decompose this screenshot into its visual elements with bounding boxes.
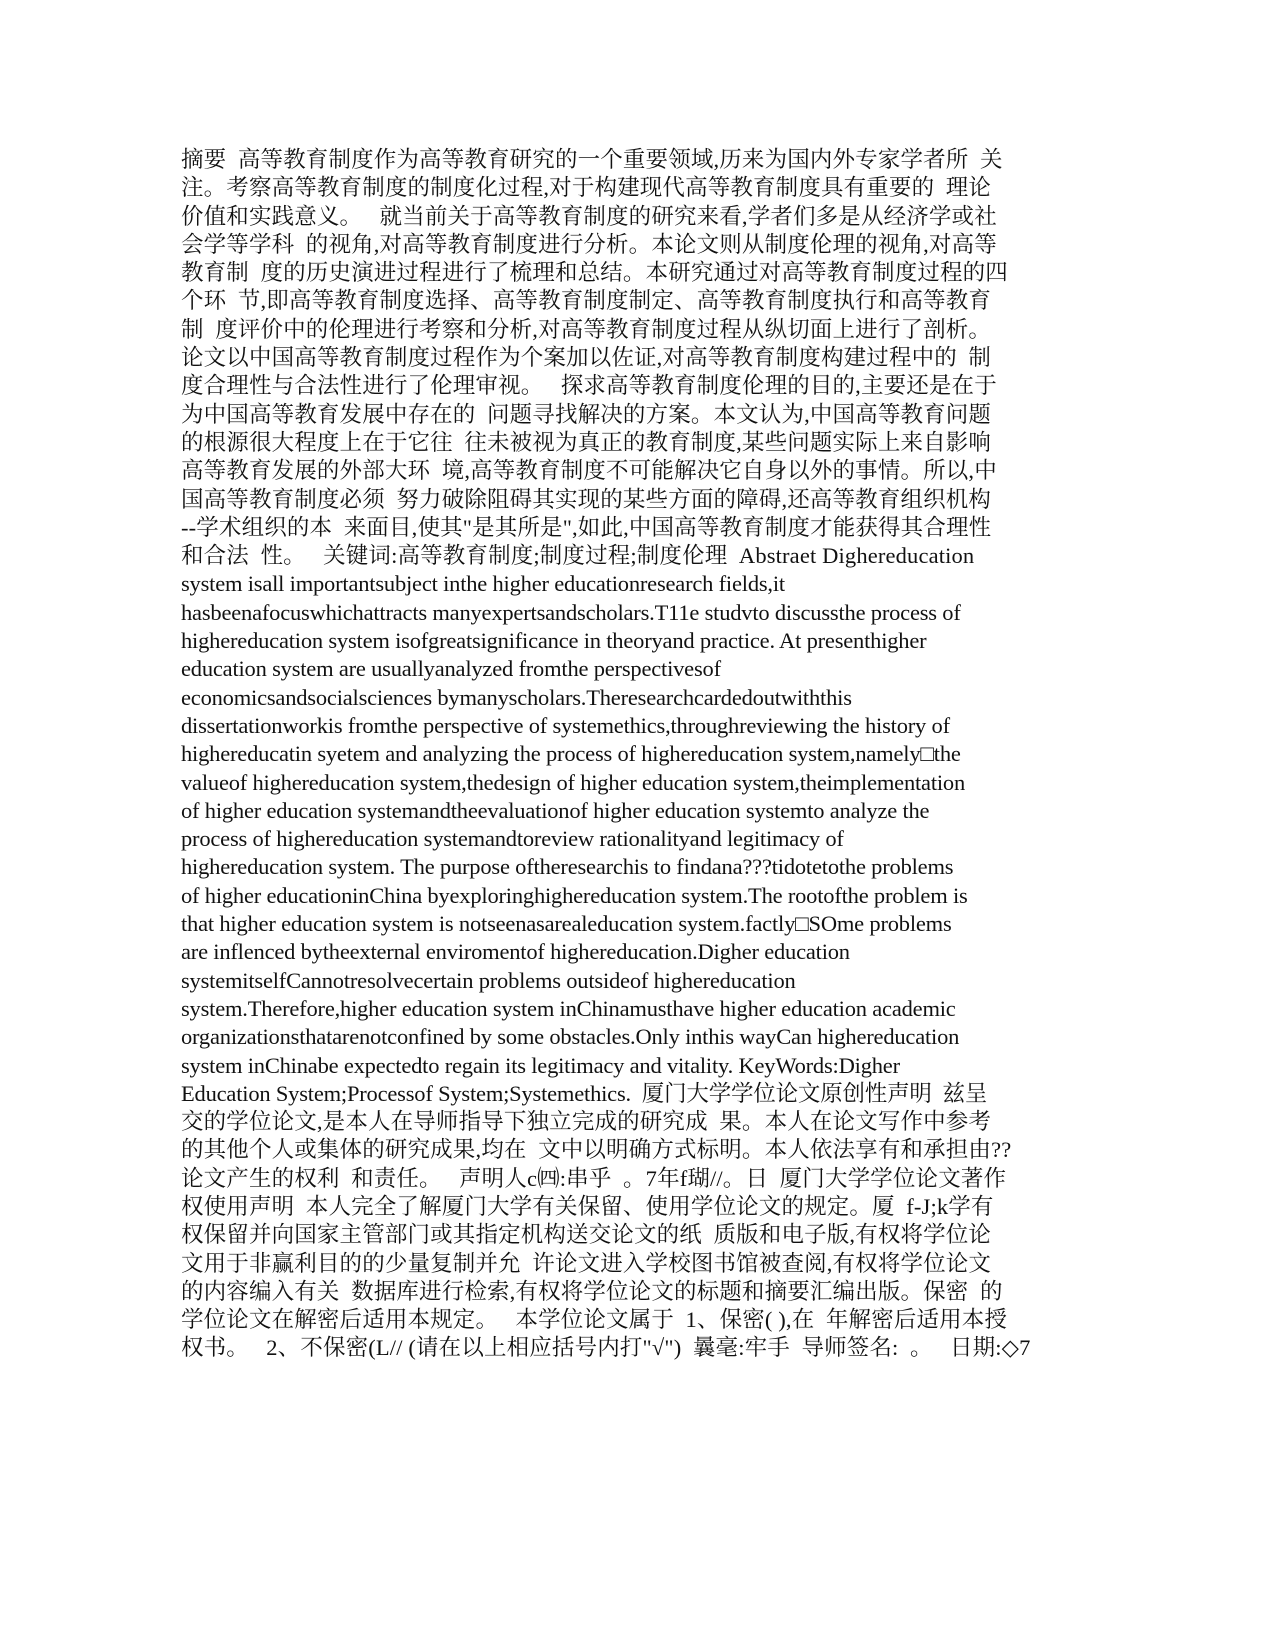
text-line: Education System;Processof System;Systemethics. 厦门大学学位论文原创性声明 兹呈 [181,1080,988,1106]
text-line: 教育制 度的历史演进过程进行了梳理和总结。本研究通过对高等教育制度过程的四 [181,260,1008,286]
text-line: 论文产生的权利 和责任。 声明人c㈣:串乎 。7年f瑚//。日 厦门大学学位论文著作 [181,1165,1007,1191]
text-line: 的其他个人或集体的研究成果,均在 文中以明确方式标明。本人依法享有和承担由?? [181,1137,1012,1163]
text-line: that higher education system is notseenasarealeducation system.factly□SOme problems [181,911,952,937]
text-line: highereducation system. The purpose oftheresearchis to findana???tidotetothe problems [181,854,954,880]
text-line: education system are usuallyanalyzed fromthe perspectivesof [181,656,721,682]
text-line: of higher education systemandtheevaluationof higher education systemto analyze the [181,797,930,823]
abstract-text-block [181,146,1081,1363]
text-line: highereducation system isofgreatsignificance in theoryand practice. At presenthigher [181,628,927,654]
text-line: 文用于非赢利目的的少量复制并允 许论文进入学校图书馆被查阅,有权将学位论文 [181,1250,992,1276]
text-line: 交的学位论文,是本人在导师指导下独立完成的研究成 果。本人在论文写作中参考 [181,1109,992,1135]
text-line: 权保留并向国家主管部门或其指定机构送交论文的纸 质版和电子版,有权将学位论 [181,1222,992,1248]
text-line: highereducatin syetem and analyzing the process of highereducation system,namely□the [181,741,961,767]
text-line: economicsandsocialsciences bymanyscholars.Theresearchcardedoutwiththis [181,684,852,710]
text-line: system.Therefore,higher education system inChinamusthave higher education academic [181,995,956,1021]
text-line: of higher educationinChina byexploringhighereducation system.The rootofthe problem is [181,882,968,908]
text-line: 摘要 高等教育制度作为高等教育研究的一个重要领域,历来为国内外专家学者所 关 [181,147,1003,172]
text-line: 论文以中国高等教育制度过程作为个案加以佐证,对高等教育制度构建过程中的 制 [181,345,992,371]
text-line: 个环 节,即高等教育制度选择、高等教育制度制定、高等教育制度执行和高等教育 [181,288,992,314]
text-line: 和合法 性。 关键词:高等教育制度;制度过程;制度伦理 Abstraet Dighereducation [181,543,975,569]
text-line: 为中国高等教育发展中存在的 问题寻找解决的方案。本文认为,中国高等教育问题 [181,401,992,427]
text-line: 权书。 2、不保密(L// (请在以上相应括号内打"√") 曩毫:牢手 导师签名: 。 日期:◇7 [181,1335,1031,1361]
text-line: 国高等教育制度必须 努力破除阻碍其实现的某些方面的障碍,还高等教育组织机构 [181,486,992,512]
text-line: 价值和实践意义。 就当前关于高等教育制度的研究来看,学者们多是从经济学或社 [181,203,997,229]
text-line: 注。考察高等教育制度的制度化过程,对于构建现代高等教育制度具有重要的 理论 [181,175,992,201]
text-line: valueof highereducation system,thedesign of higher education system,theimplementation [181,769,966,795]
text-line: 学位论文在解密后适用本规定。 本学位论文属于 1、保密( ),在 年解密后适用本授 [181,1307,1008,1333]
text-line: system inChinabe expectedto regain its legitimacy and vitality. KeyWords:Digher [181,1052,900,1078]
text-line: process of highereducation systemandtoreview rationalityand legitimacy of [181,826,844,852]
text-line: 的根源很大程度上在于它往 往未被视为真正的教育制度,某些问题实际上来自影响 [181,429,992,455]
text-line: 度合理性与合法性进行了伦理审视。 探求高等教育制度伦理的目的,主要还是在于 [181,373,997,399]
text-line: systemitselfCannotresolvecertain problems outsideof highereducation [181,967,796,993]
text-line: are inflenced bytheexternal enviromentof highereducation.Digher education [181,939,850,965]
text-line: organizationsthatarenotconfined by some obstacles.Only inthis wayCan highereducation [181,1024,960,1050]
text-line: --学术组织的本 来面目,使其"是其所是",如此,中国高等教育制度才能获得其合理性 [181,514,992,540]
text-line: 权使用声明 本人完全了解厦门大学有关保留、使用学位论文的规定。厦 f-J;k学有 [181,1193,994,1219]
text-line: hasbeenafocuswhichattracts manyexpertsandscholars.T11e studvto discussthe process of [181,599,961,625]
text-line: 制 度评价中的伦理进行考察和分析,对高等教育制度过程从纵切面上进行了剖析。 [181,316,992,342]
text-line: 会学等学科 的视角,对高等教育制度进行分析。本论文则从制度伦理的视角,对高等 [181,231,997,257]
text-line: 的内容编入有关 数据库进行检索,有权将学位论文的标题和摘要汇编出版。保密 的 [181,1278,1003,1304]
text-line: 高等教育发展的外部大环 境,高等教育制度不可能解决它自身以外的事情。所以,中 [181,458,997,484]
text-line: system isall importantsubject inthe higher educationresearch fields,it [181,571,785,597]
text-line: dissertationworkis fromthe perspective of systemethics,throughreviewing the history of [181,712,950,738]
